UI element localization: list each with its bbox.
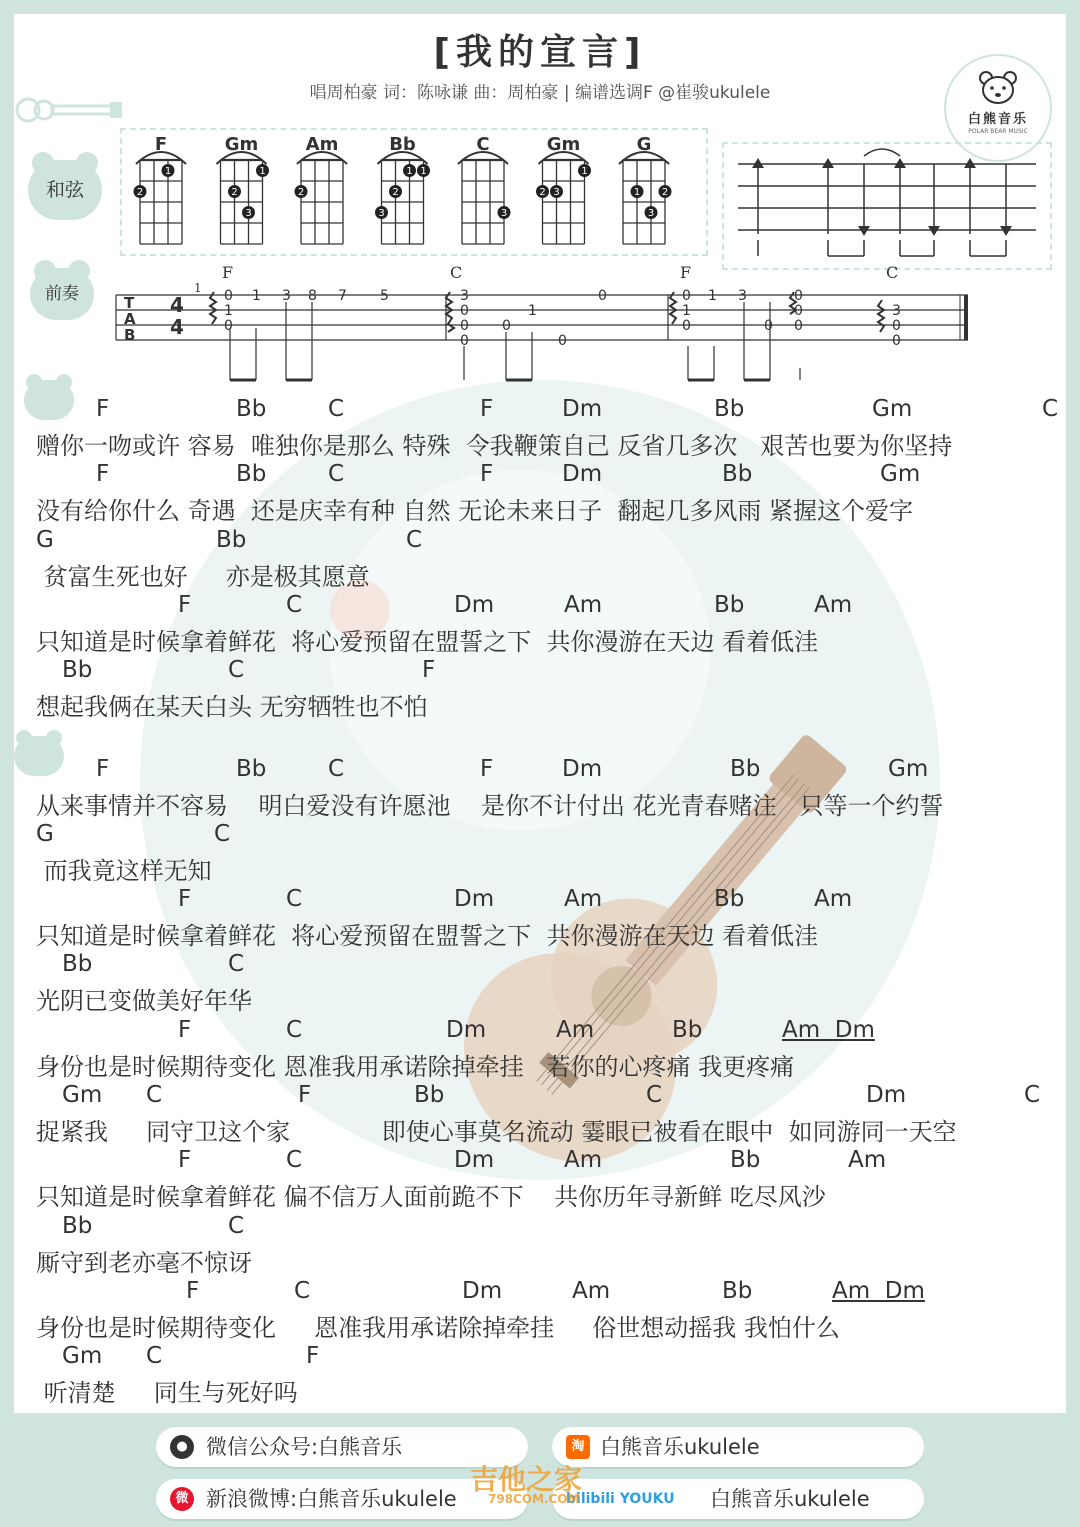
tab-note: 3 [282,288,291,304]
chord-label: F [480,396,494,422]
chord-label: C [286,1016,303,1043]
chord-label: F [96,396,110,422]
time-signature-bottom: 4 [170,315,184,339]
chord-label: Bb [62,1212,93,1239]
tab-note: 0 [794,303,803,319]
chord-label: Am [572,1277,611,1304]
chord-label: C [294,1277,311,1304]
lyric-text: 赠你一吻或许 容易 唯独你是那么 特殊 令我鞭策自己 反省几多次 艰苦也要为你坚持 [36,432,953,460]
chord-label: C [1024,1082,1041,1108]
chord-label: Bb [236,396,267,422]
tab-note: 0 [892,333,901,349]
chord-label: F [186,1277,200,1304]
tab-letter-b: B [124,326,136,344]
tab-note: 0 [892,318,901,334]
chord-label: C [328,396,345,422]
taobao-icon: 淘 [566,1435,590,1459]
chord-label: F [178,886,192,913]
chord-name: G [636,134,652,155]
tab-note: 0 [794,288,803,304]
lyric-line [36,1278,1066,1342]
chord-label: Am Dm [782,1016,875,1043]
finger-number: 2 [297,187,305,198]
tab-note: 3 [738,288,747,304]
lyric-text: 身份也是时候期待变化 恩准我用承诺除掉牵挂 若你的心疼痛 我更疼痛 [36,1052,795,1081]
lyric-text: 光阴已变做美好年华 [36,987,252,1016]
chord-label: Dm [454,1147,495,1174]
watermark-subtext: 798COM.COM [488,1492,580,1506]
finger-number: 3 [378,208,385,219]
chord-label: F [480,755,494,782]
wechat-icon: ● [170,1435,194,1459]
chord-name: Bb [389,134,416,155]
chord-label: Am [564,591,603,618]
chord-label: F [422,657,436,684]
wechat-label: 微信公众号:白熊音乐 [206,1435,403,1459]
chord-label: Gm [872,396,913,422]
lyric-text: 想起我俩在某天白头 无穷牺牲也不怕 [36,693,428,722]
chord-label: Am [814,591,853,618]
lyric-line [36,1017,1066,1081]
finger-number: 2 [392,187,399,198]
tab-note: 5 [380,288,389,304]
lyric-text: 没有给你什么 奇遇 还是庆幸有种 自然 无论未来日子 翻起几多风雨 紧握这个爱字 [36,497,914,526]
chord-label: Bb [730,755,761,782]
chord-label: Bb [672,1016,703,1043]
tab-chord-label: C [450,263,463,282]
tab-note: 1 [252,288,261,304]
chord-label: C [286,886,303,913]
tab-note: 0 [460,333,469,349]
lyric-line [36,1147,1066,1211]
finger-number: 2 [231,187,238,198]
lyric-text: 捉紧我 同守卫这个家 即使心事莫名流动 霎眼已被看在眼中 如同游同一天空 [36,1118,957,1146]
finger-number: 1 [259,166,266,177]
chord-label: C [228,1212,245,1239]
lyric-line [36,951,1066,1015]
lyric-text: 贫富生死也好 亦是极其愿意 [36,562,370,591]
chord-label: C [328,461,345,488]
lyric-line [36,1213,1066,1277]
chord-label: Gm [62,1343,103,1370]
weibo-icon: 微 [170,1487,194,1511]
chord-label: Bb [236,755,267,782]
lyric-line [36,592,1066,656]
finger-number: 1 [406,166,413,177]
finger-number: 2 [661,187,669,198]
tab-note: 0 [224,318,233,334]
chord-label: Bb [722,1277,753,1304]
watermark-text: 吉他之家 [470,1463,583,1496]
chord-label: Dm [454,886,495,913]
lyric-text: 而我竟这样无知 [36,856,212,885]
chord-label: F [178,1016,192,1043]
tab-note: 1 [708,288,717,304]
chord-name: Gm [546,134,581,155]
chord-label: C [406,526,423,553]
tab-chord-label: F [222,263,234,282]
lyric-line [36,396,1066,460]
tab-note: 3 [460,288,469,304]
weibo-label: 新浪微博:白熊音乐ukulele [206,1487,457,1511]
lyric-line [36,756,1066,820]
chord-label: C [228,951,245,978]
chord-label: Dm [454,591,495,618]
tab-note: 7 [338,288,347,304]
chord-label: C [146,1343,163,1370]
lyric-line [36,1343,1066,1407]
tab-note: 1 [682,303,691,319]
strum-pattern [724,144,1050,268]
chord-label: F [96,755,110,782]
chord-label: Bb [236,461,267,488]
chord-label: C [1042,396,1059,422]
chord-label: Am [814,886,853,913]
finger-number: 2 [136,187,144,198]
video-channels[interactable] [552,1479,924,1519]
chord-label: C [146,1082,163,1108]
chord-label: Bb [216,526,247,553]
finger-number: 3 [500,208,508,219]
chord-name: C [476,134,490,155]
chord-label: F [480,461,494,488]
chord-diagrams [122,130,706,254]
chord-diagram-f [134,134,187,244]
chord-label: Am Dm [832,1277,925,1304]
chord-label: F [306,1343,320,1370]
chord-label: Am [556,1016,595,1043]
lyric-line [36,886,1066,950]
lyric-text: 从来事情并不容易 明白爱没有许愿池 是你不计付出 花光青春赌注 只等一个约誓 [36,791,944,820]
section-badge-chords: 和弦 [28,160,102,220]
tab-note: 3 [892,303,901,319]
chord-diagram-am [295,134,348,244]
chord-label: Dm [462,1277,503,1304]
chord-diagram-g [619,134,672,244]
tab-note: 0 [794,318,803,334]
chord-label: Dm [562,461,603,488]
chord-label: Bb [714,591,745,618]
chord-name: F [154,134,168,155]
finger-number: 3 [553,187,560,198]
chord-diagram-gm [536,134,591,244]
chord-diagram-gm [217,134,270,244]
chord-label: Am [564,886,603,913]
song-credits: 唱周柏豪 词：陈咏谦 曲：周柏豪 | 编谱选调F @崔骏ukulele [309,83,771,103]
chord-label: Bb [414,1082,445,1108]
lyric-text: 只知道是时候拿着鲜花 将心爱预留在盟誓之下 共你漫游在天边 看着低洼 [36,922,819,951]
tab-note: 0 [224,288,233,304]
lyric-text: 听清楚 同生与死好吗 [36,1379,298,1408]
chord-label: C [228,657,245,684]
tab-note: 1 [528,303,537,319]
chord-label: C [286,1147,303,1174]
chord-diagram-panel [120,128,708,256]
chord-name: Gm [224,134,259,155]
chord-label: G [36,820,54,847]
lyric-line [36,1082,1066,1146]
chord-label: Dm [562,396,603,422]
finger-number: 1 [420,166,427,177]
ukulele-icon [14,96,124,126]
section-badge-intro: 前奏 [30,268,94,320]
lyric-line [36,657,1066,721]
bilibili-youku-icon: bilibili YOUKU [566,1491,675,1507]
song-title: [我的宣言] [433,32,647,73]
chord-label: Am [848,1147,887,1174]
brand-logo-subtext: POLAR BEAR MUSIC [968,128,1028,135]
taobao-label: 白熊音乐ukulele [600,1435,760,1459]
chord-label: Bb [722,461,753,488]
finger-number: 1 [581,166,588,177]
tab-letter-a: A [124,310,136,328]
chord-label: Dm [866,1082,907,1108]
chord-label: Gm [880,461,921,488]
finger-number: 2 [539,187,546,198]
chord-label: Dm [562,755,603,782]
tab-chord-label: C [886,263,899,282]
finger-number: 1 [164,166,172,177]
chord-label: Gm [62,1082,103,1108]
chord-label: Bb [62,951,93,978]
chord-label: G [36,526,54,553]
lyric-text: 只知道是时候拿着鲜花 偏不信万人面前跪不下 共你历年寻新鲜 吃尽风沙 [36,1183,826,1212]
chord-label: F [178,1147,192,1174]
chord-label: F [96,461,110,488]
tab-note: 0 [764,318,773,334]
chord-label: Bb [714,886,745,913]
tab-note: 0 [682,288,691,304]
finger-number: 3 [647,208,655,219]
strum-pattern-panel [722,142,1052,270]
tab-note: 0 [558,333,567,349]
chord-label: C [328,755,345,782]
chord-diagram-c [458,134,511,244]
tab-note: 0 [598,288,607,304]
tab-note: 0 [460,303,469,319]
tab-note: 0 [460,318,469,334]
time-signature-top: 4 [170,293,184,317]
lyric-text: 厮守到老亦毫不惊讶 [36,1248,252,1277]
chord-label: Bb [730,1147,761,1174]
chord-label: Dm [446,1016,487,1043]
bear-logo-icon [978,68,1018,106]
finger-number: 3 [245,208,252,219]
chord-name: Am [305,134,339,155]
chord-label: F [298,1082,312,1108]
lyric-text: 只知道是时候拿着鲜花 将心爱预留在盟誓之下 共你漫游在天边 看着低洼 [36,627,819,656]
chord-label: Bb [62,657,93,684]
lyric-line [36,821,1066,885]
lyric-line [36,461,1066,525]
chord-label: Gm [888,755,929,782]
tab-note: 1 [224,303,233,319]
lyric-text: 身份也是时候期待变化 恩准我用承诺除掉牵挂 俗世想动摇我 我怕什么 [36,1313,840,1342]
chord-label: Bb [714,396,745,422]
chord-label: C [286,591,303,618]
lyric-line [36,527,1066,591]
chord-label: Am [564,1147,603,1174]
tab-letter-t: T [124,294,135,312]
tab-note: 0 [502,318,511,334]
chord-diagram-bb [375,134,430,244]
tab-note: 8 [308,288,317,304]
brand-logo-text: 白熊音乐 [967,112,1028,127]
chord-label: C [214,820,231,847]
finger-number: 1 [633,187,641,198]
intro-tablature [110,262,980,386]
chord-label: C [646,1082,663,1108]
tab-note: 0 [682,318,691,334]
video-label: 白熊音乐ukulele [710,1487,870,1511]
tab-pickup-number: 1 [194,281,202,295]
chord-label: F [178,591,192,618]
taobao-store[interactable] [552,1427,924,1467]
tab-chord-label: F [680,263,692,282]
